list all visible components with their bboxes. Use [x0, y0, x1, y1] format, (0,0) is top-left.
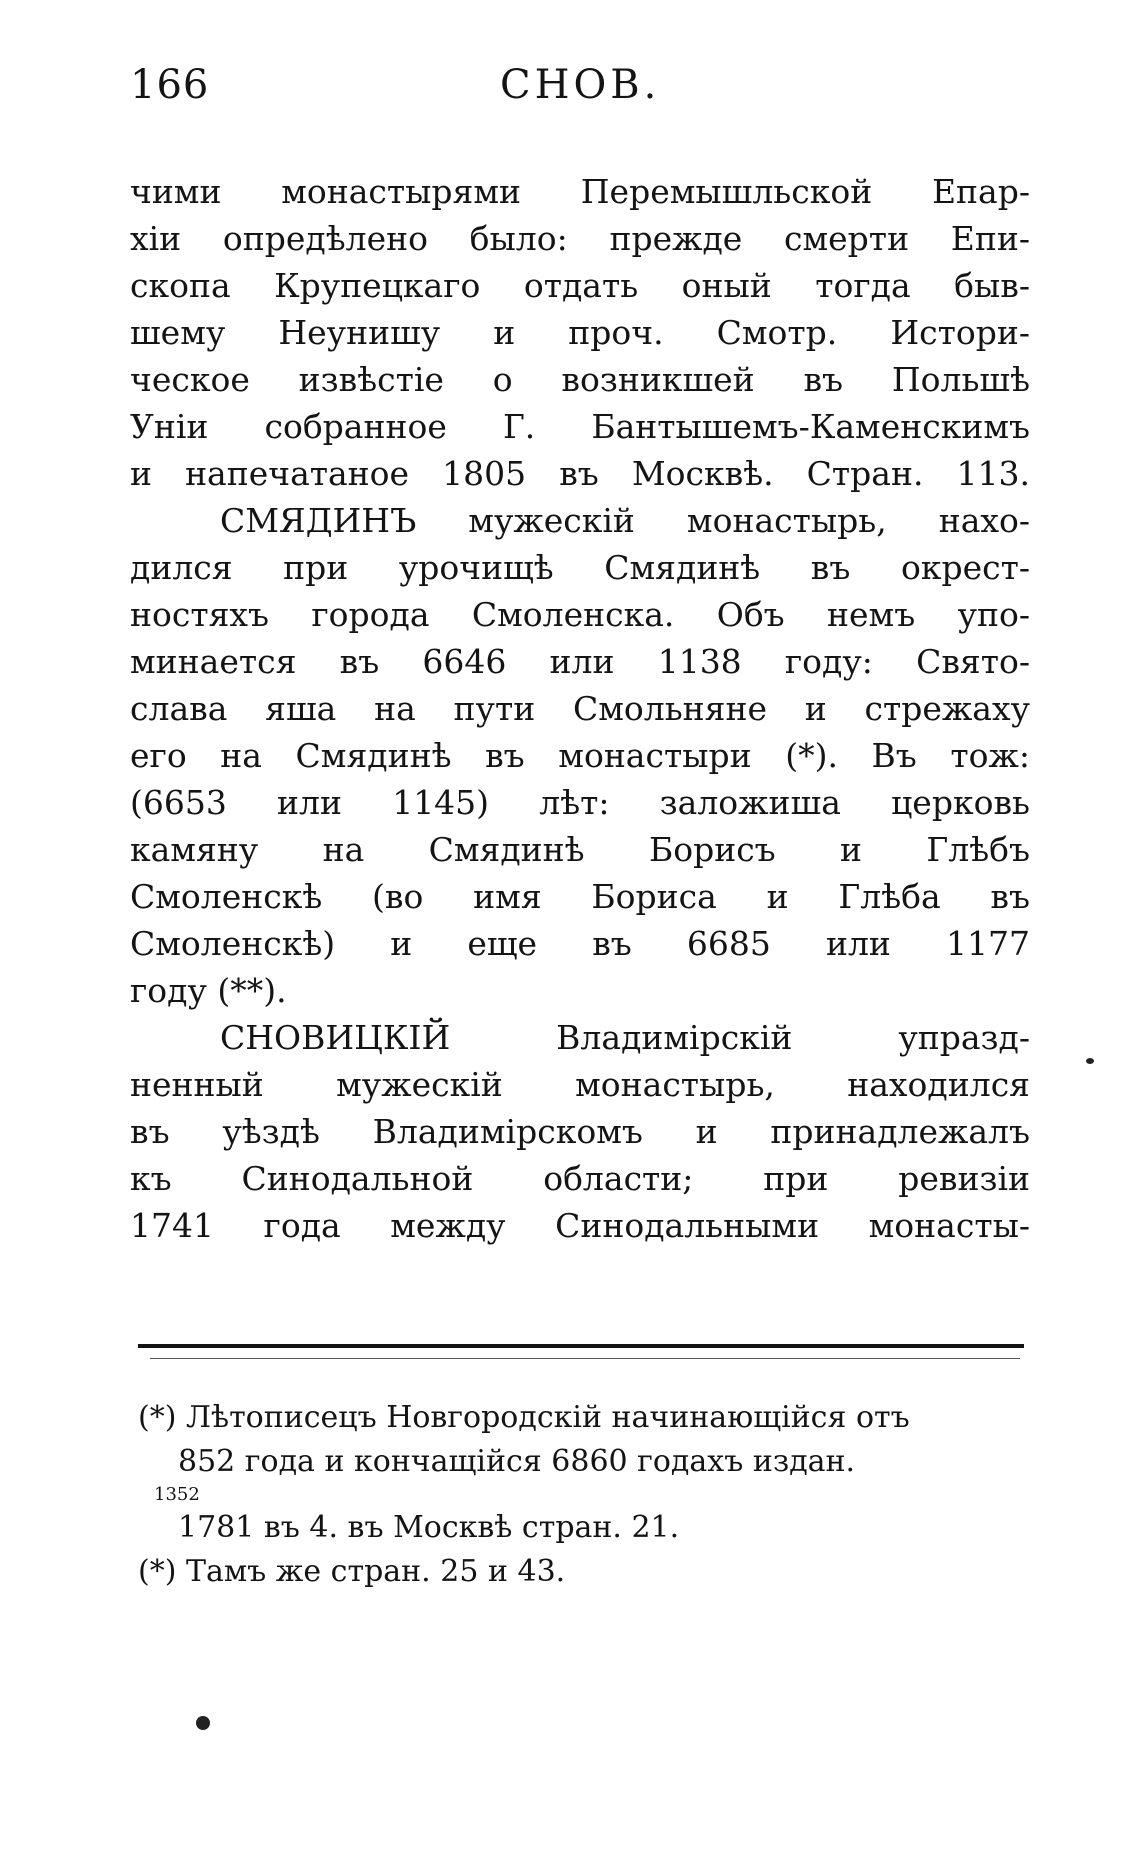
- text-line: шему Неунишу и проч. Смотр. Истори-: [130, 313, 1030, 352]
- text-line: скопа Крупецкаго отдать оный тогда быв-: [130, 266, 1030, 305]
- text-line: ностяхъ города Смоленска. Объ немъ упо-: [130, 595, 1030, 634]
- text-line: 1741 года между Синодальными монасты-: [130, 1206, 1030, 1245]
- text-line: Смоленскѣ (во имя Бориса и Глѣба въ: [130, 877, 1030, 916]
- footnote-small-numerals: 1352: [154, 1484, 200, 1505]
- footnote-rule-thin: [150, 1358, 1020, 1359]
- text-line: камяну на Смядинѣ Борисъ и Глѣбъ: [130, 830, 1030, 869]
- ink-blot: [196, 1716, 210, 1730]
- text-line: году (**).: [130, 971, 287, 1010]
- entry-heading-line-snovitskiy: СНОВИЦКІЙ Владимірскій упразд-: [220, 1018, 1030, 1057]
- text-line: и напечатаное 1805 въ Москвѣ. Стран. 113.: [130, 454, 1030, 493]
- footnote-line: 852 года и кончащійся 6860 годахъ издан.: [178, 1444, 856, 1479]
- page-number: 166: [130, 62, 210, 108]
- text-line: ненный мужескій монастырь, находился: [130, 1065, 1030, 1104]
- text-line: Уніи собранное Г. Бантышемъ-Каменскимъ: [130, 407, 1030, 446]
- text-line: ческое извѣстіе о возникшей въ Польшѣ: [130, 360, 1030, 399]
- footnote-line: (*) Тамъ же стран. 25 и 43.: [138, 1554, 566, 1589]
- text-line: въ уѣздѣ Владимірскомъ и принадлежалъ: [130, 1112, 1030, 1151]
- text-line: Смоленскѣ) и еще въ 6685 или 1177: [130, 924, 1030, 963]
- text-line: къ Синодальной области; при ревизіи: [130, 1159, 1030, 1198]
- main-text: [130, 168, 1030, 1249]
- footnote-rule: [138, 1344, 1024, 1348]
- entry-heading-line-smyadin: СМЯДИНЪ мужескій монастырь, нахо-: [220, 501, 1030, 540]
- text-line: хіи опредѣлено было: прежде смерти Епи-: [130, 219, 1030, 258]
- footnote-line: 1781 въ 4. въ Москвѣ стран. 21.: [178, 1510, 680, 1545]
- running-head: СНОВ.: [500, 62, 661, 108]
- ink-speck: [1086, 1058, 1094, 1064]
- text-line: слава яша на пути Смольняне и стрежаху: [130, 689, 1030, 728]
- footnote-line: (*) Лѣтописецъ Новгородскій начинающійся отъ: [138, 1400, 910, 1435]
- text-line: (6653 или 1145) лѣт: заложиша церковь: [130, 783, 1030, 822]
- text-line: его на Смядинѣ въ монастыри (*). Въ тож:: [130, 736, 1030, 775]
- page-header: [130, 62, 1030, 122]
- text-line: чими монастырями Перемышльской Епар-: [130, 172, 1030, 211]
- footnotes: [138, 1396, 1024, 1594]
- text-line: минается въ 6646 или 1138 году: Свято-: [130, 642, 1030, 681]
- text-line: дился при урочищѣ Смядинѣ въ окрест-: [130, 548, 1030, 587]
